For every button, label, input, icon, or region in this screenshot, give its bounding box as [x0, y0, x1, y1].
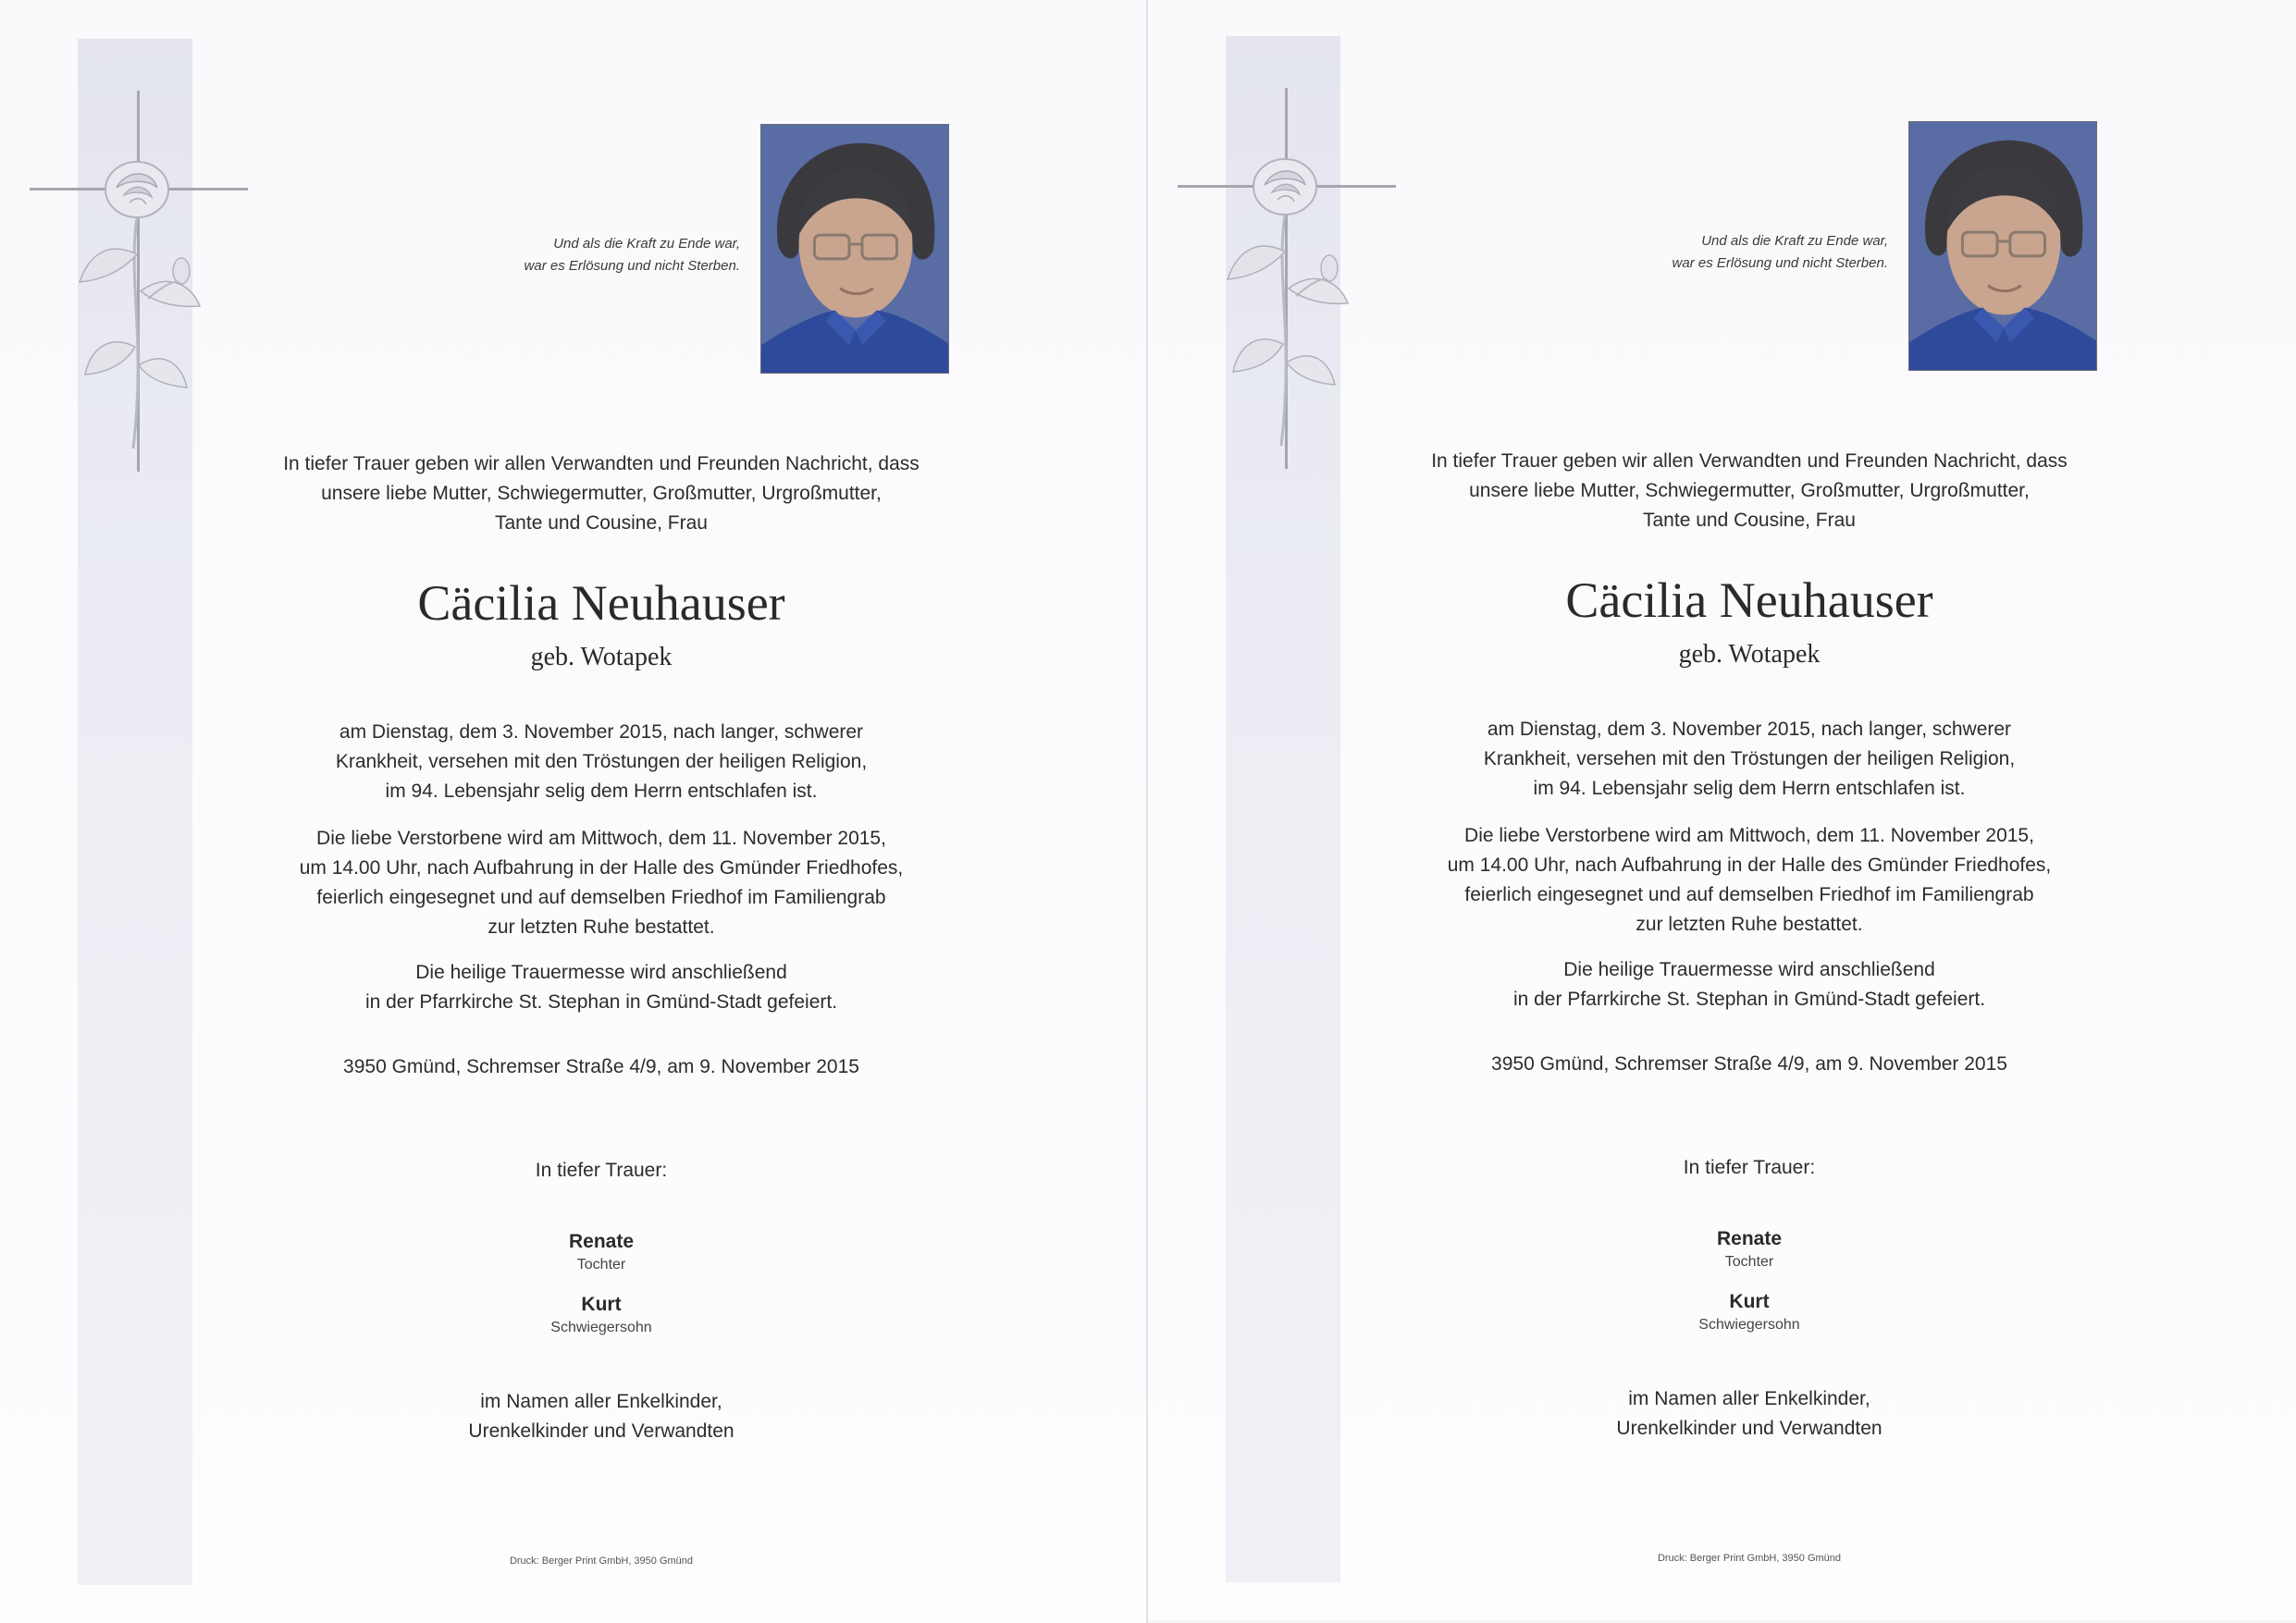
- rose-icon: [72, 153, 211, 458]
- text-line: In tiefer Trauer geben wir allen Verwandten und Freunden Nachricht, dass: [1431, 450, 2068, 472]
- text-line: um 14.00 Uhr, nach Aufbahrung in der Halle des Gmünder Friedhofes,: [299, 857, 904, 879]
- mourner-name: Renate: [1716, 1228, 1783, 1249]
- text-line: im 94. Lebensjahr selig dem Herrn entschlafen ist.: [1533, 778, 1966, 799]
- portrait-photo: [1908, 121, 2097, 371]
- mourner-role: Schwiegersohn: [550, 1320, 652, 1335]
- text-line: Die liebe Verstorbene wird am Mittwoch, dem 11. November 2015,: [316, 828, 886, 849]
- rose-icon: [1220, 150, 1359, 455]
- text-line: im Namen aller Enkelkinder,: [480, 1391, 722, 1412]
- motto-line: war es Erlösung und nicht Sterben.: [1672, 255, 1888, 271]
- printer-credit: Druck: Berger Print GmbH, 3950 Gmünd: [1657, 1553, 1842, 1564]
- motto-line: Und als die Kraft zu Ende war,: [553, 236, 740, 252]
- text-line: im 94. Lebensjahr selig dem Herrn entschlafen ist.: [385, 781, 818, 802]
- mourning-label: In tiefer Trauer:: [535, 1160, 668, 1181]
- funeral-details: [1324, 821, 2175, 940]
- closing-text: [176, 1387, 1027, 1446]
- announcement-intro: [1324, 447, 2175, 535]
- text-line: feierlich eingesegnet und auf demselben Friedhof im Familiengrab: [1464, 884, 2034, 905]
- death-notice: [176, 718, 1027, 806]
- mourning-label: In tiefer Trauer:: [1683, 1157, 1816, 1178]
- text-line: in der Pfarrkirche St. Stephan in Gmünd-Stadt gefeiert.: [364, 991, 838, 1013]
- text-line: um 14.00 Uhr, nach Aufbahrung in der Halle des Gmünder Friedhofes,: [1447, 855, 2052, 876]
- place-and-date: 3950 Gmünd, Schremser Straße 4/9, am 9. November 2015: [343, 1056, 859, 1077]
- mourner-role: Tochter: [1724, 1254, 1774, 1270]
- mourner-role: Schwiegersohn: [1698, 1317, 1800, 1333]
- funeral-details: [176, 824, 1027, 942]
- printer-credit: Druck: Berger Print GmbH, 3950 Gmünd: [509, 1555, 694, 1567]
- text-line: Tante und Cousine, Frau: [495, 512, 708, 534]
- deceased-name: Cäcilia Neuhauser: [417, 575, 785, 631]
- motto-quote: [407, 233, 740, 277]
- mourner-role: Tochter: [576, 1257, 626, 1273]
- text-line: Die heilige Trauermesse wird anschließend: [1563, 959, 1935, 980]
- text-line: Die liebe Verstorbene wird am Mittwoch, dem 11. November 2015,: [1464, 825, 2034, 846]
- motto-quote: [1555, 230, 1888, 275]
- obituary-card-right: [1148, 0, 2296, 1620]
- maiden-name: geb. Wotapek: [530, 643, 673, 671]
- death-notice: [1324, 715, 2175, 804]
- text-line: Urenkelkinder und Verwandten: [1616, 1418, 1882, 1439]
- mourner-name: Kurt: [581, 1294, 622, 1315]
- text-line: Krankheit, versehen mit den Tröstungen der heiligen Religion,: [1483, 748, 2016, 769]
- text-line: Die heilige Trauermesse wird anschließend: [415, 962, 787, 983]
- deceased-name: Cäcilia Neuhauser: [1565, 572, 1933, 628]
- mass-details: [1324, 955, 2175, 1014]
- text-line: in der Pfarrkirche St. Stephan in Gmünd-Stadt gefeiert.: [1512, 989, 1986, 1010]
- text-line: Urenkelkinder und Verwandten: [468, 1420, 734, 1442]
- mourner-name: Renate: [568, 1231, 635, 1252]
- text-line: In tiefer Trauer geben wir allen Verwandten und Freunden Nachricht, dass: [283, 453, 920, 474]
- text-line: am Dienstag, dem 3. November 2015, nach langer, schwerer: [339, 721, 864, 743]
- text-line: zur letzten Ruhe bestattet.: [488, 916, 715, 938]
- text-line: im Namen aller Enkelkinder,: [1628, 1388, 1870, 1409]
- portrait-photo: [760, 124, 949, 374]
- text-line: am Dienstag, dem 3. November 2015, nach langer, schwerer: [1487, 719, 2012, 740]
- maiden-name: geb. Wotapek: [1678, 640, 1821, 669]
- text-line: Tante und Cousine, Frau: [1643, 510, 1856, 531]
- motto-line: war es Erlösung und nicht Sterben.: [524, 258, 740, 274]
- text-line: feierlich eingesegnet und auf demselben Friedhof im Familiengrab: [316, 887, 886, 908]
- place-and-date: 3950 Gmünd, Schremser Straße 4/9, am 9. November 2015: [1491, 1053, 2007, 1075]
- text-line: unsere liebe Mutter, Schwiegermutter, Großmutter, Urgroßmutter,: [1469, 480, 2030, 501]
- closing-text: [1324, 1384, 2175, 1444]
- motto-line: Und als die Kraft zu Ende war,: [1701, 233, 1888, 249]
- text-line: zur letzten Ruhe bestattet.: [1636, 914, 1863, 935]
- announcement-intro: [176, 449, 1027, 538]
- mass-details: [176, 958, 1027, 1017]
- text-line: unsere liebe Mutter, Schwiegermutter, Großmutter, Urgroßmutter,: [321, 483, 882, 504]
- sheet-divider: [1146, 0, 1148, 1623]
- mourner-name: Kurt: [1729, 1291, 1770, 1312]
- text-line: Krankheit, versehen mit den Tröstungen der heiligen Religion,: [335, 751, 868, 772]
